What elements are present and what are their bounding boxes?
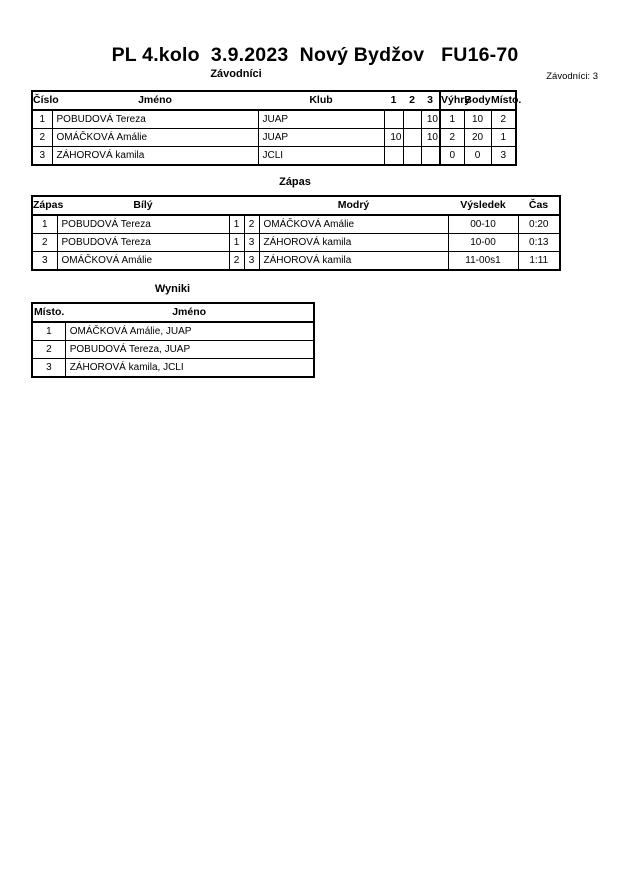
- match-time: 0:13: [518, 234, 560, 252]
- table-row: [32, 147, 516, 166]
- table-row: [32, 234, 560, 252]
- page-title: PL 4.kolo 3.9.2023 Nový Bydžov FU16-70: [111, 44, 519, 66]
- blue-competitor: ZÁHOROVÁ kamila: [259, 252, 448, 271]
- competitors-table: [31, 90, 522, 166]
- result-name: OMÁČKOVÁ Amálie, JUAP: [65, 322, 314, 341]
- place: 2: [491, 110, 516, 129]
- column-header: Jméno: [65, 303, 314, 322]
- table-row: [32, 129, 516, 147]
- white-id: 2: [229, 252, 244, 271]
- competitor-name: POBUDOVÁ Tereza: [52, 110, 258, 129]
- match-time: 0:20: [518, 215, 560, 234]
- competitors-count: Závodníci: 3: [546, 71, 598, 82]
- match-number: 1: [32, 215, 57, 234]
- blue-competitor: OMÁČKOVÁ Amálie: [259, 215, 448, 234]
- table-row: [32, 341, 314, 359]
- place: 3: [491, 147, 516, 166]
- blue-id: 2: [244, 215, 259, 234]
- column-header: Klub: [258, 91, 384, 110]
- match-time: 1:11: [518, 252, 560, 271]
- points: 10: [464, 110, 491, 129]
- white-competitor: POBUDOVÁ Tereza: [57, 215, 229, 234]
- round-score: 10: [384, 129, 403, 147]
- blue-id: 3: [244, 252, 259, 271]
- column-header: 3: [421, 91, 440, 110]
- blue-competitor: ZÁHOROVÁ kamila: [259, 234, 448, 252]
- competitor-number: 2: [32, 129, 52, 147]
- result-name: ZÁHOROVÁ kamila, JCLI: [65, 359, 314, 378]
- match-result: 00-10: [448, 215, 518, 234]
- competitor-name: OMÁČKOVÁ Amálie: [52, 129, 258, 147]
- match-result: 11-00s1: [448, 252, 518, 271]
- column-header: 1: [384, 91, 403, 110]
- competitor-club: JUAP: [258, 129, 384, 147]
- competitor-name: ZÁHOROVÁ kamila: [52, 147, 258, 166]
- column-header: Modrý: [259, 196, 448, 215]
- round-score: 10: [421, 110, 440, 129]
- wins: 1: [440, 110, 464, 129]
- competitor-club: JUAP: [258, 110, 384, 129]
- place: 1: [491, 129, 516, 147]
- table-row: [32, 215, 560, 234]
- round-score: [403, 147, 421, 166]
- column-header: Místo.: [32, 303, 65, 322]
- competitors-header-row: [32, 91, 516, 110]
- white-id: 1: [229, 215, 244, 234]
- matches-header-row: [32, 196, 560, 215]
- wins: 0: [440, 147, 464, 166]
- match-number: 3: [32, 252, 57, 271]
- results-table: [31, 302, 315, 378]
- match-number: 2: [32, 234, 57, 252]
- column-header: Místo.: [491, 91, 516, 110]
- column-header: 2: [403, 91, 421, 110]
- table-row: [32, 110, 516, 129]
- match-result: 10-00: [448, 234, 518, 252]
- table-row: [32, 322, 314, 341]
- matches-heading: Zápas: [279, 176, 311, 188]
- table-row: [32, 359, 314, 378]
- round-score: 10: [421, 129, 440, 147]
- white-competitor: OMÁČKOVÁ Amálie: [57, 252, 229, 271]
- round-score: [403, 129, 421, 147]
- matches-table: [31, 195, 561, 271]
- round-score: [403, 110, 421, 129]
- results-header-row: [32, 303, 314, 322]
- round-score: [384, 110, 403, 129]
- table-row: [32, 252, 560, 271]
- competitor-club: JCLI: [258, 147, 384, 166]
- column-header: Čas: [518, 196, 560, 215]
- result-place: 1: [32, 322, 65, 341]
- result-place: 3: [32, 359, 65, 378]
- column-header: Výsledek: [448, 196, 518, 215]
- competitors-heading: Závodníci: [210, 68, 262, 80]
- white-id: 1: [229, 234, 244, 252]
- blue-id: 3: [244, 234, 259, 252]
- column-header: Body: [464, 91, 491, 110]
- competitor-number: 1: [32, 110, 52, 129]
- column-header: Číslo: [32, 91, 52, 110]
- result-name: POBUDOVÁ Tereza, JUAP: [65, 341, 314, 359]
- points: 20: [464, 129, 491, 147]
- results-heading: Wyniki: [154, 283, 191, 295]
- column-header: Bílý: [57, 196, 229, 215]
- column-header: Jméno: [52, 91, 258, 110]
- result-place: 2: [32, 341, 65, 359]
- competitor-number: 3: [32, 147, 52, 166]
- white-competitor: POBUDOVÁ Tereza: [57, 234, 229, 252]
- column-header: Zápas: [32, 196, 57, 215]
- round-score: [421, 147, 440, 166]
- points: 0: [464, 147, 491, 166]
- round-score: [384, 147, 403, 166]
- column-header: Výhry: [440, 91, 464, 110]
- wins: 2: [440, 129, 464, 147]
